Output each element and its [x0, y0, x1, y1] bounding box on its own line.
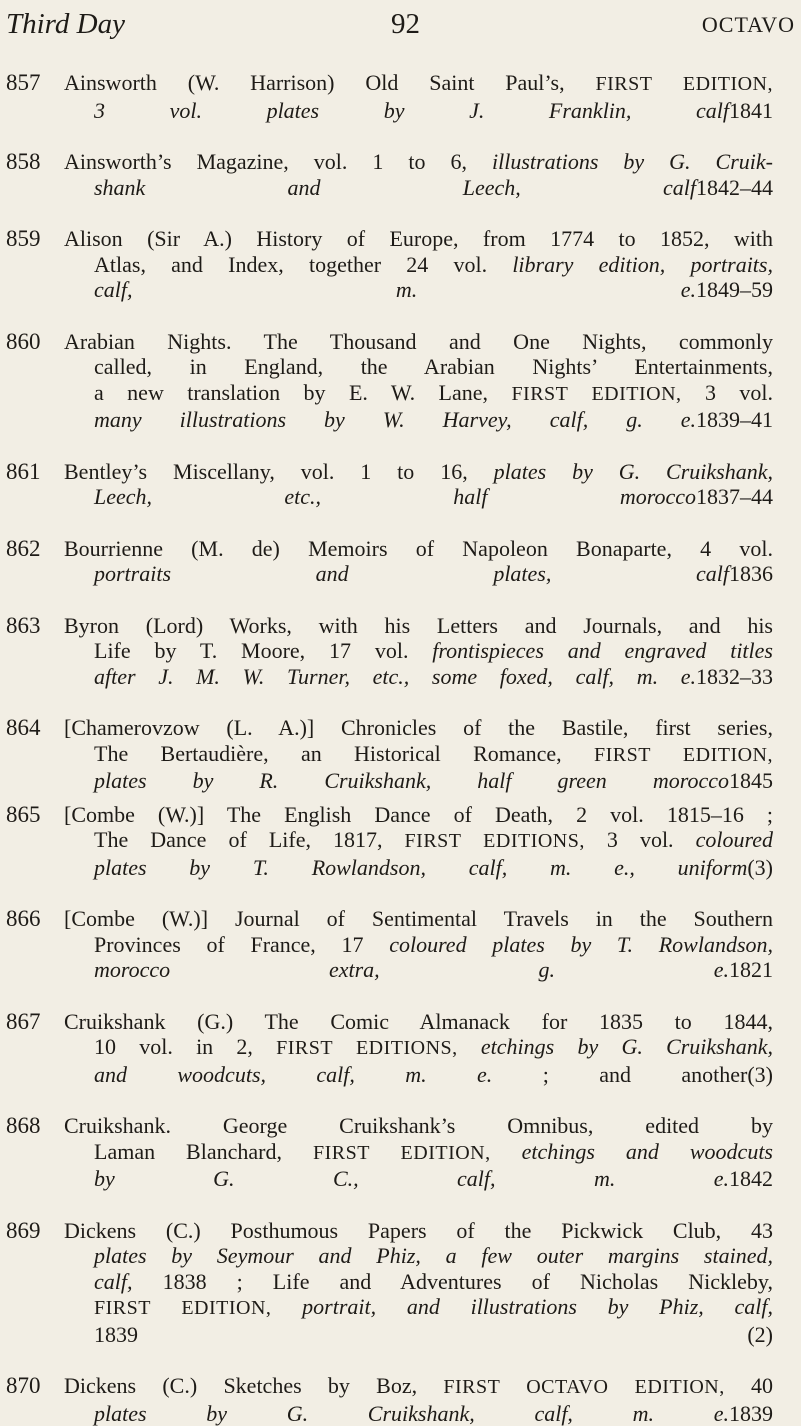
text-run: 40 — [725, 1373, 773, 1398]
lot-number: 863 — [6, 613, 41, 639]
text-run: a new translation by E. W. Lane, — [94, 380, 511, 405]
description-line — [64, 1218, 773, 1244]
lot-number: 862 — [6, 536, 41, 562]
lot-list — [0, 70, 801, 1426]
header-section-title: Third Day — [6, 8, 125, 41]
text-run: plates by Seymour and Phiz, a few outer margins stained, — [94, 1243, 773, 1268]
lot-entry — [0, 70, 801, 123]
text-run: FIRST EDITION, — [595, 73, 773, 95]
lot-entry — [0, 613, 801, 690]
text-run: Laman Blanchard, — [94, 1139, 313, 1164]
text-run: 3 vol. plates by J. Franklin, calf — [94, 98, 729, 123]
lot-entry — [0, 226, 801, 303]
text-run: plates by R. Cruikshank, half green morocco — [94, 768, 729, 793]
lot-date: (2) — [747, 1322, 773, 1348]
description-line — [64, 1166, 773, 1192]
description-line — [64, 855, 773, 881]
description-line — [64, 98, 773, 124]
description-line — [64, 932, 773, 958]
description-line — [64, 1139, 773, 1167]
text-run: FIRST EDITION, — [594, 744, 773, 766]
lot-date: 1839–41 — [696, 407, 773, 433]
lot-number: 857 — [6, 70, 41, 96]
lot-description — [64, 1009, 773, 1088]
text-run: Dickens (C.) Posthumous Papers of the Pickwick Club, 43 — [64, 1218, 773, 1243]
text-run: coloured — [696, 827, 773, 852]
lot-date: 1842–44 — [696, 175, 773, 201]
lot-description — [64, 1113, 773, 1192]
lot-date: (3) — [747, 1062, 773, 1088]
text-run: shank and Leech, calf — [94, 175, 696, 200]
lot-number: 859 — [6, 226, 41, 252]
text-run: Atlas, and Index, together 24 vol. — [94, 252, 512, 277]
text-run: by G. C., calf, m. e. — [94, 1166, 729, 1191]
text-run: plates by G. Cruikshank, — [494, 459, 773, 484]
lot-entry — [0, 802, 801, 881]
lot-description — [64, 715, 773, 794]
lot-entry — [0, 1113, 801, 1192]
description-line — [64, 1401, 773, 1426]
lot-date: 1832–33 — [696, 664, 773, 690]
description-line — [64, 1373, 773, 1401]
description-line — [64, 536, 773, 562]
lot-date: 1842 — [729, 1166, 773, 1192]
lot-description — [64, 906, 773, 983]
description-line — [64, 957, 773, 983]
text-run: etchings by G. Cruikshank, — [458, 1034, 773, 1059]
text-run: called, in England, the Arabian Nights’ Entertainments, — [94, 354, 773, 379]
description-line — [64, 484, 773, 510]
description-line — [64, 802, 773, 828]
text-run: The Bertaudière, an Historical Romance, — [94, 741, 594, 766]
page-number: 92 — [391, 8, 420, 41]
lot-entry — [0, 149, 801, 200]
description-line — [64, 226, 773, 252]
description-line — [64, 1113, 773, 1139]
text-run: 3 vol. — [682, 380, 773, 405]
text-run: plates by T. Rowlandson, calf, m. e., uniform — [94, 855, 747, 880]
text-run: after J. M. W. Turner, etc., some foxed, calf, m. e. — [94, 664, 696, 689]
text-run: FIRST EDITIONS, — [276, 1037, 458, 1059]
text-run: morocco extra, g. e. — [94, 957, 729, 982]
text-run: The Dance of Life, 1817, — [94, 827, 405, 852]
description-line — [64, 613, 773, 639]
lot-number: 870 — [6, 1373, 41, 1399]
description-line — [64, 1062, 773, 1088]
description-line — [64, 561, 773, 587]
description-line — [64, 906, 773, 932]
lot-number: 864 — [6, 715, 41, 741]
text-run: Life by T. Moore, 17 vol. — [94, 638, 432, 663]
lot-date: (3) — [747, 855, 773, 881]
lot-number: 869 — [6, 1218, 41, 1244]
lot-description — [64, 802, 773, 881]
lot-number: 868 — [6, 1113, 41, 1139]
text-run: Alison (Sir A.) History of Europe, from 1774 to 1852, with — [64, 226, 773, 251]
text-run: FIRST EDITION, — [313, 1142, 491, 1164]
text-run: 10 vol. in 2, — [94, 1034, 276, 1059]
lot-description — [64, 149, 773, 200]
lot-entry — [0, 1218, 801, 1348]
lot-description — [64, 329, 773, 433]
lot-date: 1821 — [729, 957, 773, 983]
description-line — [64, 1009, 773, 1035]
description-line — [64, 380, 773, 408]
lot-date: 1839 — [729, 1401, 773, 1426]
text-run: ; and another — [492, 1062, 747, 1087]
text-run: FIRST EDITION, — [94, 1297, 271, 1319]
text-run: portraits and plates, calf — [94, 561, 729, 586]
text-run: Byron (Lord) Works, with his Letters and Journals, and his — [64, 613, 773, 638]
page-header — [6, 8, 795, 58]
lot-number: 865 — [6, 802, 41, 828]
description-line — [64, 149, 773, 175]
description-line — [64, 175, 773, 201]
description-line — [64, 252, 773, 278]
lot-entry — [0, 329, 801, 433]
lot-number: 866 — [6, 906, 41, 932]
description-line — [64, 459, 773, 485]
lot-description — [64, 70, 773, 123]
description-line — [64, 768, 773, 794]
lot-entry — [0, 1373, 801, 1426]
text-run: illustrations by G. Cruik- — [492, 149, 773, 174]
text-run: calf, — [94, 1269, 133, 1294]
lot-entry — [0, 1009, 801, 1088]
text-run: Arabian Nights. The Thousand and One Nights, commonly — [64, 329, 773, 354]
text-run: Dickens (C.) Sketches by Boz, — [64, 1373, 443, 1398]
lot-entry — [0, 906, 801, 983]
description-line — [64, 329, 773, 355]
lot-date: 1836 — [729, 561, 773, 587]
text-run: Ainsworth’s Magazine, vol. 1 to 6, — [64, 149, 492, 174]
description-line — [64, 741, 773, 769]
text-run: [Chamerovzow (L. A.)] Chronicles of the Bastile, first series, — [64, 715, 773, 740]
description-line — [64, 664, 773, 690]
text-run: [Combe (W.)] Journal of Sentimental Travels in the Southern — [64, 906, 773, 931]
text-run: Bourrienne (M. de) Memoirs of Napoleon Bonaparte, 4 vol. — [64, 536, 773, 561]
lot-date: 1837–44 — [696, 484, 773, 510]
text-run: [Combe (W.)] The English Dance of Death, 2 vol. 1815–16 ; — [64, 802, 773, 827]
text-run: FIRST OCTAVO EDITION, — [443, 1376, 724, 1398]
lot-number: 861 — [6, 459, 41, 485]
text-run: frontispieces and engraved titles — [432, 638, 773, 663]
text-run: Bentley’s Miscellany, vol. 1 to 16, — [64, 459, 494, 484]
text-run: Ainsworth (W. Harrison) Old Saint Paul’s, — [64, 70, 595, 95]
text-run: FIRST EDITIONS, — [405, 830, 585, 852]
description-line — [64, 1294, 773, 1322]
text-run: etchings and woodcuts — [491, 1139, 773, 1164]
lot-description — [64, 1373, 773, 1426]
description-line — [64, 638, 773, 664]
lot-date: 1845 — [729, 768, 773, 794]
lot-date: 1849–59 — [696, 277, 773, 303]
text-run: Cruikshank. George Cruikshank’s Omnibus, edited by — [64, 1113, 773, 1138]
lot-description — [64, 459, 773, 510]
lot-description — [64, 536, 773, 587]
description-line — [64, 70, 773, 98]
text-run: portrait, and illustrations by Phiz, calf, — [271, 1294, 773, 1319]
text-run: FIRST EDITION, — [511, 383, 681, 405]
text-run: coloured plates by T. Rowlandson, — [389, 932, 773, 957]
lot-description — [64, 226, 773, 303]
text-run: library edition, portraits, — [512, 252, 773, 277]
description-line — [64, 1243, 773, 1269]
text-run: 3 vol. — [585, 827, 696, 852]
text-run: 1838 ; Life and Adventures of Nicholas Nickleby, — [133, 1269, 774, 1294]
lot-description — [64, 613, 773, 690]
text-run: and woodcuts, calf, m. e. — [94, 1062, 492, 1087]
lot-description — [64, 1218, 773, 1348]
description-line — [64, 827, 773, 855]
text-run: calf, m. e. — [94, 277, 696, 302]
text-run: 1839 — [94, 1322, 138, 1347]
description-line — [64, 715, 773, 741]
description-line — [64, 1269, 773, 1295]
lot-date: 1841 — [729, 98, 773, 124]
text-run: many illustrations by W. Harvey, calf, g. e. — [94, 407, 696, 432]
text-run: Cruikshank (G.) The Comic Almanack for 1835 to 1844, — [64, 1009, 773, 1034]
header-format-label: OCTAVO — [702, 12, 795, 38]
lot-number: 867 — [6, 1009, 41, 1035]
text-run: Leech, etc., half morocco — [94, 484, 696, 509]
text-run: Provinces of France, 17 — [94, 932, 389, 957]
text-run: plates by G. Cruikshank, calf, m. e. — [94, 1401, 729, 1426]
description-line — [64, 354, 773, 380]
lot-entry — [0, 715, 801, 794]
description-line — [64, 1322, 773, 1348]
description-line — [64, 407, 773, 433]
description-line — [64, 1034, 773, 1062]
lot-number: 860 — [6, 329, 41, 355]
description-line — [64, 277, 773, 303]
lot-entry — [0, 459, 801, 510]
lot-entry — [0, 536, 801, 587]
lot-number: 858 — [6, 149, 41, 175]
